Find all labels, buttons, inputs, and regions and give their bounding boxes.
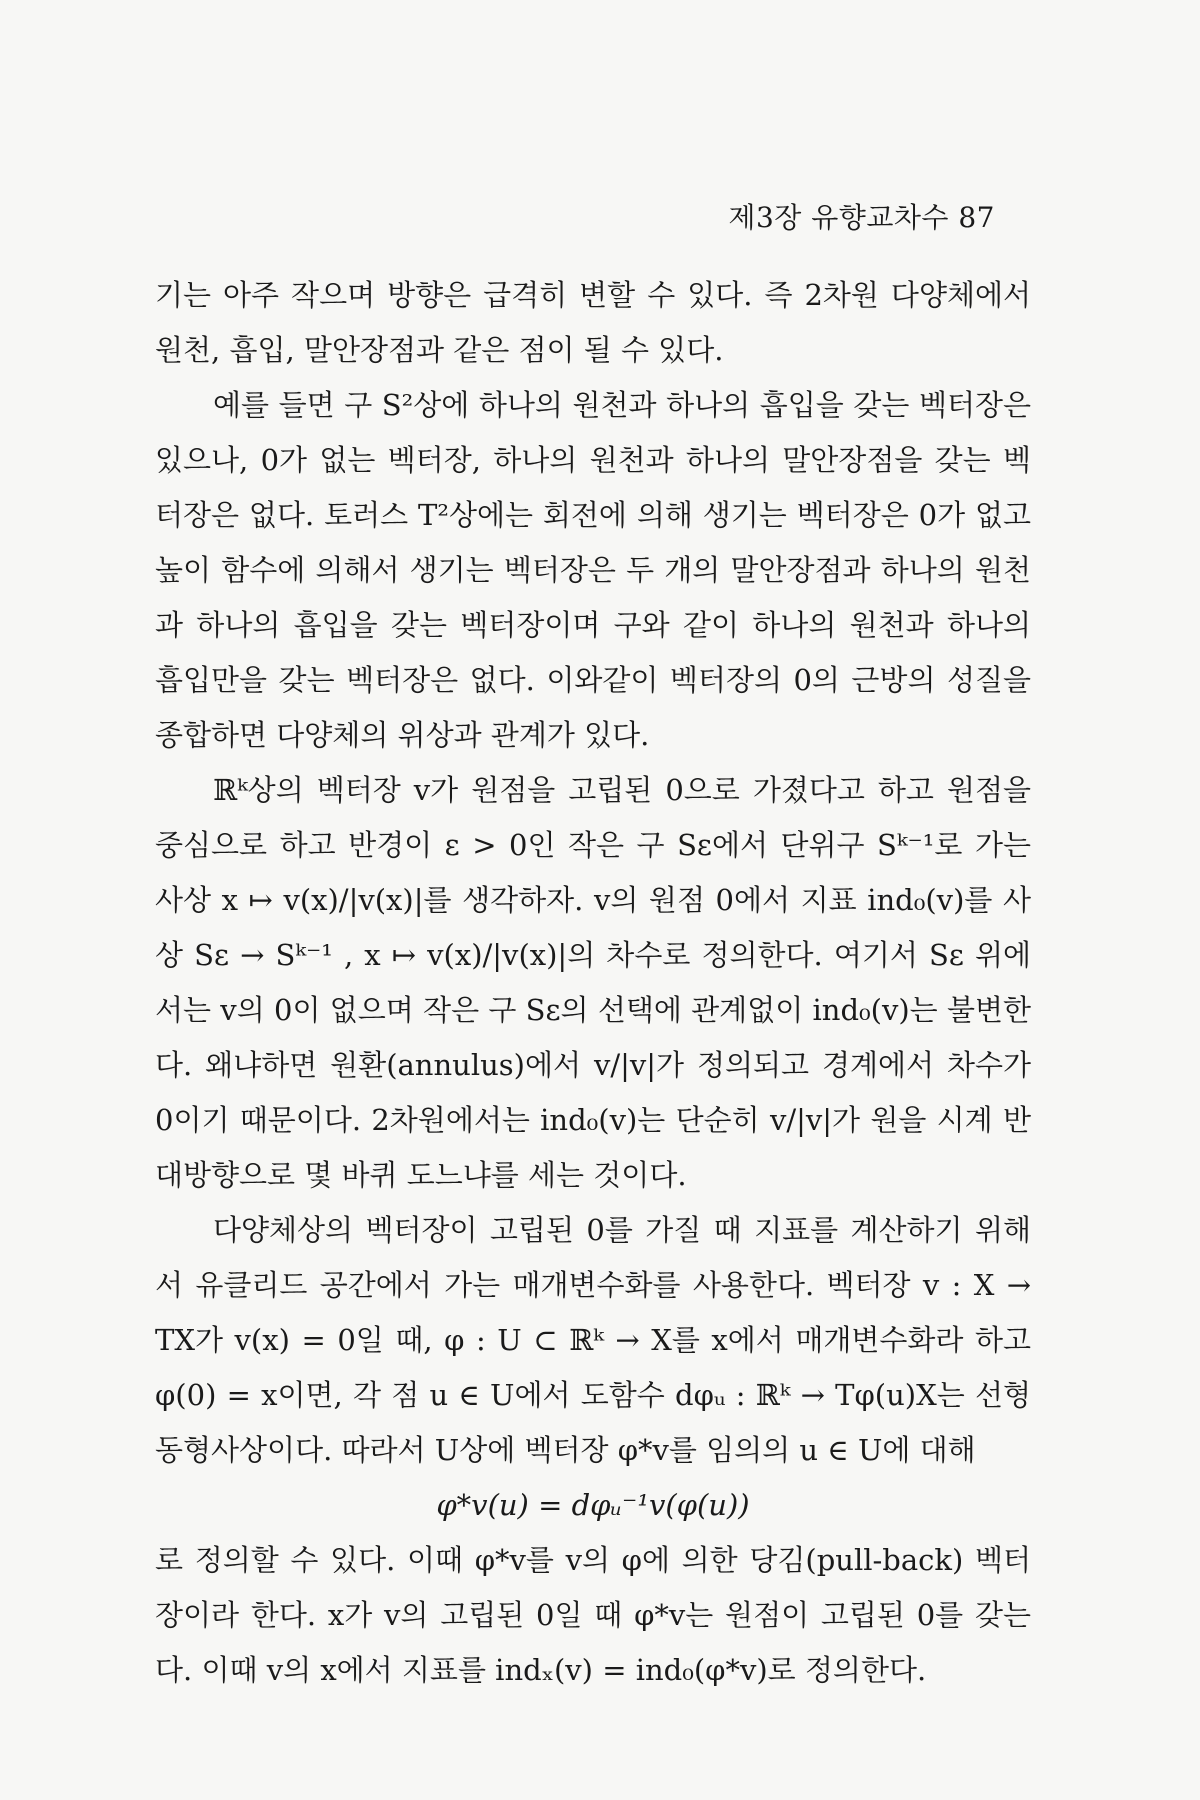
body-text bbox=[155, 268, 1031, 1698]
pullback-equation: φ*v(u) = dφᵤ⁻¹v(φ(u)) bbox=[436, 1488, 750, 1522]
running-head: 제3장 유향교차수 87 bbox=[728, 201, 995, 234]
closing-paragraph: 로 정의할 수 있다. 이때 φ*v를 v의 φ에 의한 당김(pull-back) 벡터장이라 한다. x가 v의 고립된 0일 때 φ*v는 원점이 고립된 0를 갖는다. 이때 v의 x에서 지표를 indₓ(v) = ind₀(φ*v)로 정의한다. bbox=[155, 1543, 1031, 1687]
paragraph-2: 예를 들면 구 S²상에 하나의 원천과 하나의 흡입을 갖는 벡터장은 있으나, 0가 없는 벡터장, 하나의 원천과 하나의 말안장점을 갖는 벡터장은 없다. 토러스 T²상에는 회전에 의해 생기는 벡터장은 0가 없고 높이 함수에 의해서 생기는 벡터장은 두 개의 말안장점과 하나의 원천과 하나의 흡입을 갖는 벡터장이며 구와 같이 하나의 원천과 하나의 흡입만을 갖는 벡터장은 없다. 이와같이 벡터장의 0의 근방의 성질을 종합하면 다양체의 위상과 관계가 있다. bbox=[155, 388, 1031, 752]
paragraph-3: ℝᵏ상의 벡터장 v가 원점을 고립된 0으로 가졌다고 하고 원점을 중심으로 하고 반경이 ε > 0인 작은 구 Sε에서 단위구 Sᵏ⁻¹로 가는 사상 x ↦ v(x)/|v(x)|를 생각하자. v의 원점 0에서 지표 ind₀(v)를 사상 Sε → Sᵏ⁻¹ , x ↦ v(x)/|v(x)|의 차수로 정의한다. 여기서 Sε 위에서는 v의 0이 없으며 작은 구 Sε의 선택에 관계없이 ind₀(v)는 불변한다. 왜냐하면 원환(annulus)에서 v/|v|가 정의되고 경계에서 차수가 0이기 때문이다. 2차원에서는 ind₀(v)는 단순히 v/|v|가 원을 시계 반대방향으로 몇 바퀴 도느냐를 세는 것이다. bbox=[155, 773, 1031, 1192]
paragraph-4: 다양체상의 벡터장이 고립된 0를 가질 때 지표를 계산하기 위해서 유클리드 공간에서 가는 매개변수화를 사용한다. 벡터장 v : X → TX가 v(x) = 0일 때, φ : U ⊂ ℝᵏ → X를 x에서 매개변수화라 하고 φ(0) = x이면, 각 점 u ∈ U에서 도함수 dφᵤ : ℝᵏ → Tφ(u)X는 선형동형사상이다. 따라서 U상에 벡터장 φ*v를 임의의 u ∈ U에 대해 bbox=[155, 1213, 1031, 1467]
paragraph-1: 기는 아주 작으며 방향은 급격히 변할 수 있다. 즉 2차원 다양체에서 원천, 흡입, 말안장점과 같은 점이 될 수 있다. bbox=[155, 278, 1031, 367]
